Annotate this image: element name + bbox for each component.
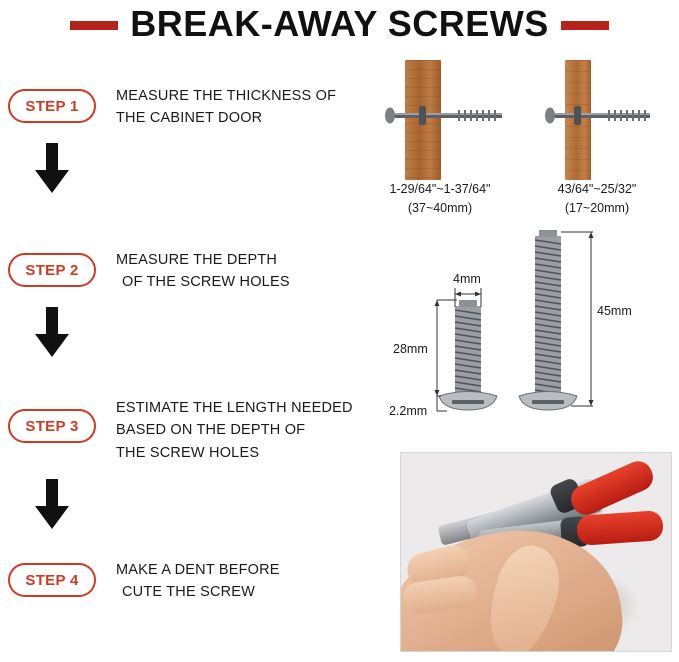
screw-dimension-svg (395, 228, 675, 433)
door-2-caption-mm: (17~20mm) (564, 200, 630, 215)
step-3-text (116, 397, 376, 464)
step-badge-3-label: STEP 3 (25, 417, 79, 435)
step-badge-2 (8, 253, 96, 287)
plier-handle-red-2 (576, 510, 664, 546)
screw-through-door-1 (370, 60, 530, 190)
step-2-line-2: OF THE SCREW HOLES (122, 274, 290, 291)
door-thickness-illustrations (370, 60, 670, 230)
page-header (0, 0, 679, 48)
dimension-label-4mm: 4mm (453, 272, 481, 286)
step-badge-4-label: STEP 4 (25, 571, 79, 589)
step-badge-1-label: STEP 1 (25, 97, 79, 115)
door-1-caption (360, 180, 520, 218)
step-4-text (116, 559, 376, 604)
header-accent-bar-left (70, 21, 118, 30)
short-screw-graphic (439, 300, 497, 410)
screw-through-door-2 (530, 60, 679, 190)
down-arrow-icon-3 (33, 479, 71, 531)
dimension-label-28mm: 28mm (393, 342, 428, 356)
page-title: BREAK-AWAY SCREWS (130, 3, 549, 44)
door-1-caption-mm: (37~40mm) (407, 200, 473, 215)
plier-handle-red-1 (567, 457, 658, 519)
step-badge-1 (8, 89, 96, 123)
step-badge-2-label: STEP 2 (25, 261, 79, 279)
dimension-label-2.2mm: 2.2mm (389, 404, 428, 418)
step-badge-4 (8, 563, 96, 597)
pliers-photo-content (401, 453, 671, 651)
step-3-line-1: ESTIMATE THE LENGTH NEEDED (116, 400, 353, 416)
step-1-text (116, 85, 376, 130)
step-4-line-2: CUTE THE SCREW (122, 584, 256, 601)
down-arrow-icon-1 (33, 143, 71, 195)
step-3-line-3: THE SCREW HOLES (116, 444, 260, 461)
dimension-45mm (561, 232, 594, 406)
step-2-line-1: MEASURE THE DEPTH (116, 252, 278, 268)
step-3-line-2: BASED ON THE DEPTH OF (116, 422, 306, 439)
long-screw-graphic (519, 230, 577, 410)
step-badge-3 (8, 409, 96, 443)
screw-dimension-diagram (389, 228, 675, 433)
step-2-text (116, 249, 376, 294)
dimension-label-45mm: 45mm (597, 304, 632, 318)
dimension-28mm (435, 300, 458, 396)
header-accent-bar-right (561, 21, 609, 30)
door-2-caption-inch: 43/64"~25/32" (557, 182, 637, 196)
step-1-line-1: MEASURE THE THICKNESS OF (116, 88, 337, 104)
pliers-photo (400, 452, 672, 652)
step-1-line-2: THE CABINET DOOR (116, 110, 263, 127)
door-2-caption (522, 180, 672, 218)
door-1-caption-inch: 1-29/64"~1-37/64" (389, 182, 491, 196)
down-arrow-icon-2 (33, 307, 71, 359)
step-4-line-1: MAKE A DENT BEFORE (116, 562, 280, 578)
